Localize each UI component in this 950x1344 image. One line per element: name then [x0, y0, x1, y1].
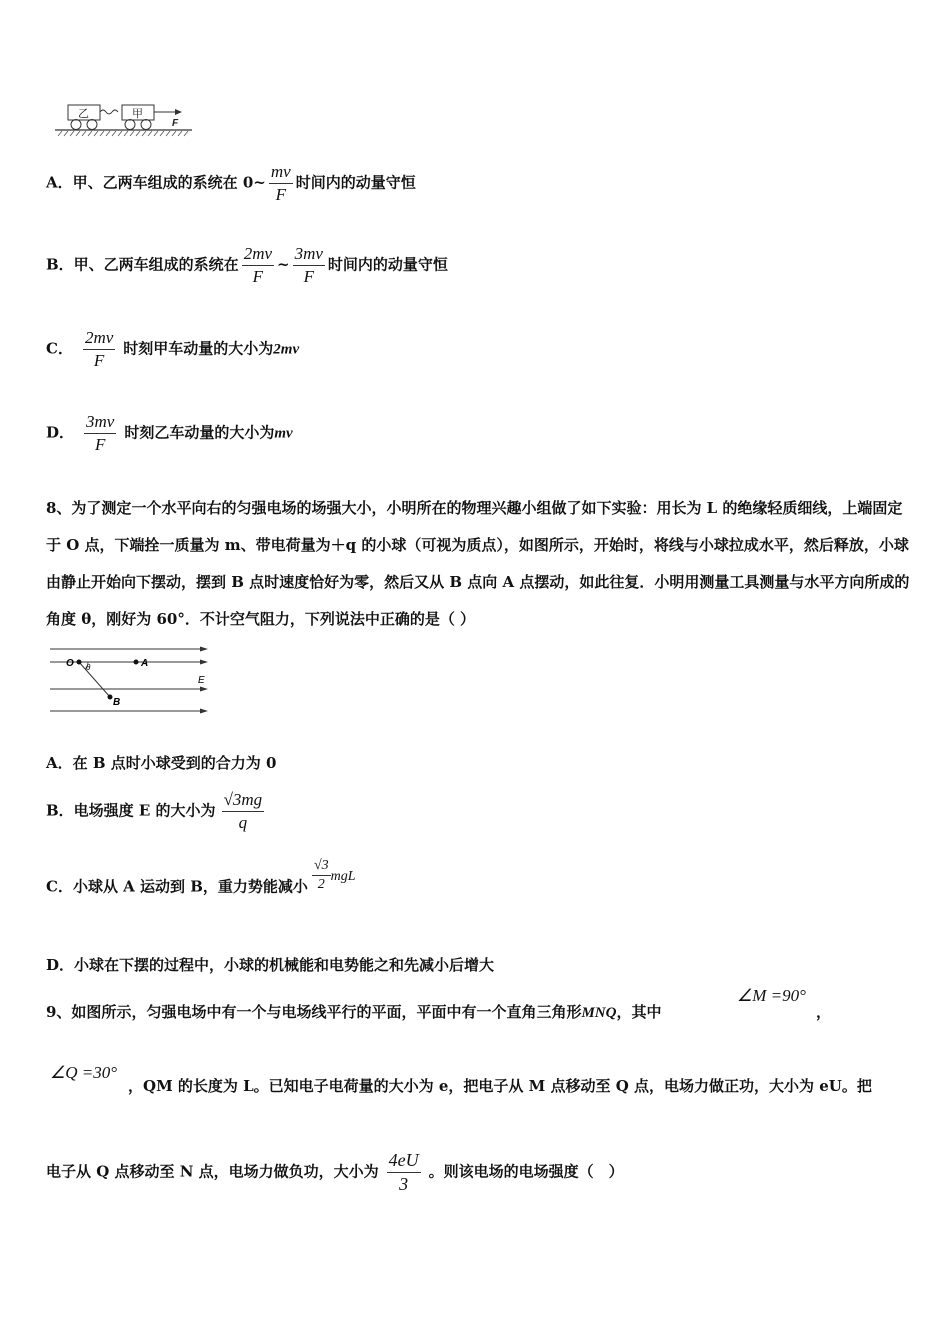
q7-option-c-value: 2mv — [273, 341, 300, 358]
q7-option-c-suffix: 时刻甲车动量的大小为 — [123, 339, 274, 358]
q8-option-c-tail: mgL — [330, 868, 356, 884]
q8-option-b-prefix: B．电场强度 E 的大小为 — [46, 801, 216, 820]
q9-line1-mid: ，其中 — [616, 1003, 662, 1021]
q8-option-b — [46, 790, 267, 833]
q9-line3-prefix: 电子从 Q 点移动至 N 点，电场力做负功，大小为 — [46, 1162, 379, 1181]
q9-fraction: $\frac{4eU}{3}$ — [388, 1150, 419, 1194]
q7-option-b — [46, 244, 448, 287]
q7-option-d-value: mv — [274, 425, 293, 442]
q9-intro: 9、如图所示，匀强电场中有一个与电场线平行的平面，平面中有一个直角三角形 — [46, 1003, 582, 1021]
q7-option-b-fraction-2: $\frac{3mv}{F}$ — [294, 244, 323, 286]
q7-option-a-prefix: A．甲、乙两车组成的系统在 0~ — [46, 173, 266, 192]
two-carts-figure — [52, 100, 197, 142]
point-a-label: A — [141, 658, 149, 669]
cart-jia-label: 甲 — [132, 108, 143, 120]
q8-stem: 8、为了测定一个水平向右的匀强电场的场强大小，小明所在的物理兴趣小组做了如下实验：用长为 L 的绝缘轻质细线，上端固定于 O 点，下端拴一质量为 m、带电荷量为＋q 的小球（可视为质点），如图所示，开始时，将线与小球拉成水平，然后释放，小球由静止开始向下摆动，摆到 B 点时速度恰好为零，然后又从 B 点向 A 点摆动，如此往复．小明用测量工具测量与水平方向所成的角度 θ，刚好为 60°．不计空气阻力，下列说法中正确的是（ ） — [46, 499, 910, 628]
q7-option-b-fraction-1: $\frac{2mv}{F}$ — [243, 244, 273, 286]
q7-option-c-fraction: $\frac{2mv}{F}$ — [84, 328, 114, 370]
q8-option-c — [46, 858, 356, 905]
q7-option-c-prefix: C． — [46, 339, 73, 358]
q9-line-3 — [46, 1150, 624, 1195]
q7-option-d-prefix: D． — [46, 423, 75, 442]
q7-option-d-suffix: 时刻乙车动量的大小为 — [124, 423, 275, 442]
q7-option-a-fraction: $\frac{mv}{F}$ — [270, 162, 291, 204]
q9-triangle: MNQ — [581, 1005, 617, 1021]
q8-option-b-fraction: $\frac{√3mg}{q}$ — [223, 790, 263, 832]
q7-option-a-suffix: 时间内的动量守恒 — [295, 173, 416, 192]
q8-option-a: A．在 B 点时小球受到的合力为 0 — [46, 754, 277, 772]
field-e-label: E — [198, 675, 205, 686]
q9-angle-m: ∠M =90° — [737, 986, 806, 1005]
q9-line1-end: ， — [816, 1003, 832, 1021]
q7-option-b-prefix: B．甲、乙两车组成的系统在 — [46, 255, 239, 274]
q8-option-c-fraction: $\frac{√3}{2}$ — [313, 858, 329, 892]
q9-angle-q: ∠Q =30° — [50, 1063, 118, 1082]
q7-option-a — [46, 162, 416, 205]
point-b-label: B — [113, 697, 121, 708]
force-label: F — [172, 118, 179, 129]
q7-option-d-fraction: $\frac{3mv}{F}$ — [86, 412, 115, 454]
q9-line-1 — [46, 1001, 661, 1022]
q7-option-b-suffix: 时间内的动量守恒 — [327, 255, 448, 274]
point-o-label: O — [66, 658, 74, 669]
q9-line3-suffix: 。则该电场的电场强度（ ） — [428, 1162, 624, 1181]
q8-option-c-prefix: C．小球从 A 运动到 B，重力势能减小 — [46, 877, 308, 896]
q7-option-b-separator: ~ — [277, 255, 290, 274]
q7-option-c — [46, 328, 299, 371]
electric-field-figure — [48, 643, 213, 717]
q8-option-d: D．小球在下摆的过程中，小球的机械能和电势能之和先减小后增大 — [46, 956, 495, 974]
theta-label: θ — [86, 663, 91, 672]
q9-line-2: ，QM 的长度为 L。已知电子电荷量的大小为 e，把电子从 M 点移动至 Q 点，电场力做正功，大小为 eU。把 — [128, 1077, 872, 1095]
q7-option-d — [46, 412, 293, 455]
cart-yi-label: 乙 — [78, 108, 89, 120]
